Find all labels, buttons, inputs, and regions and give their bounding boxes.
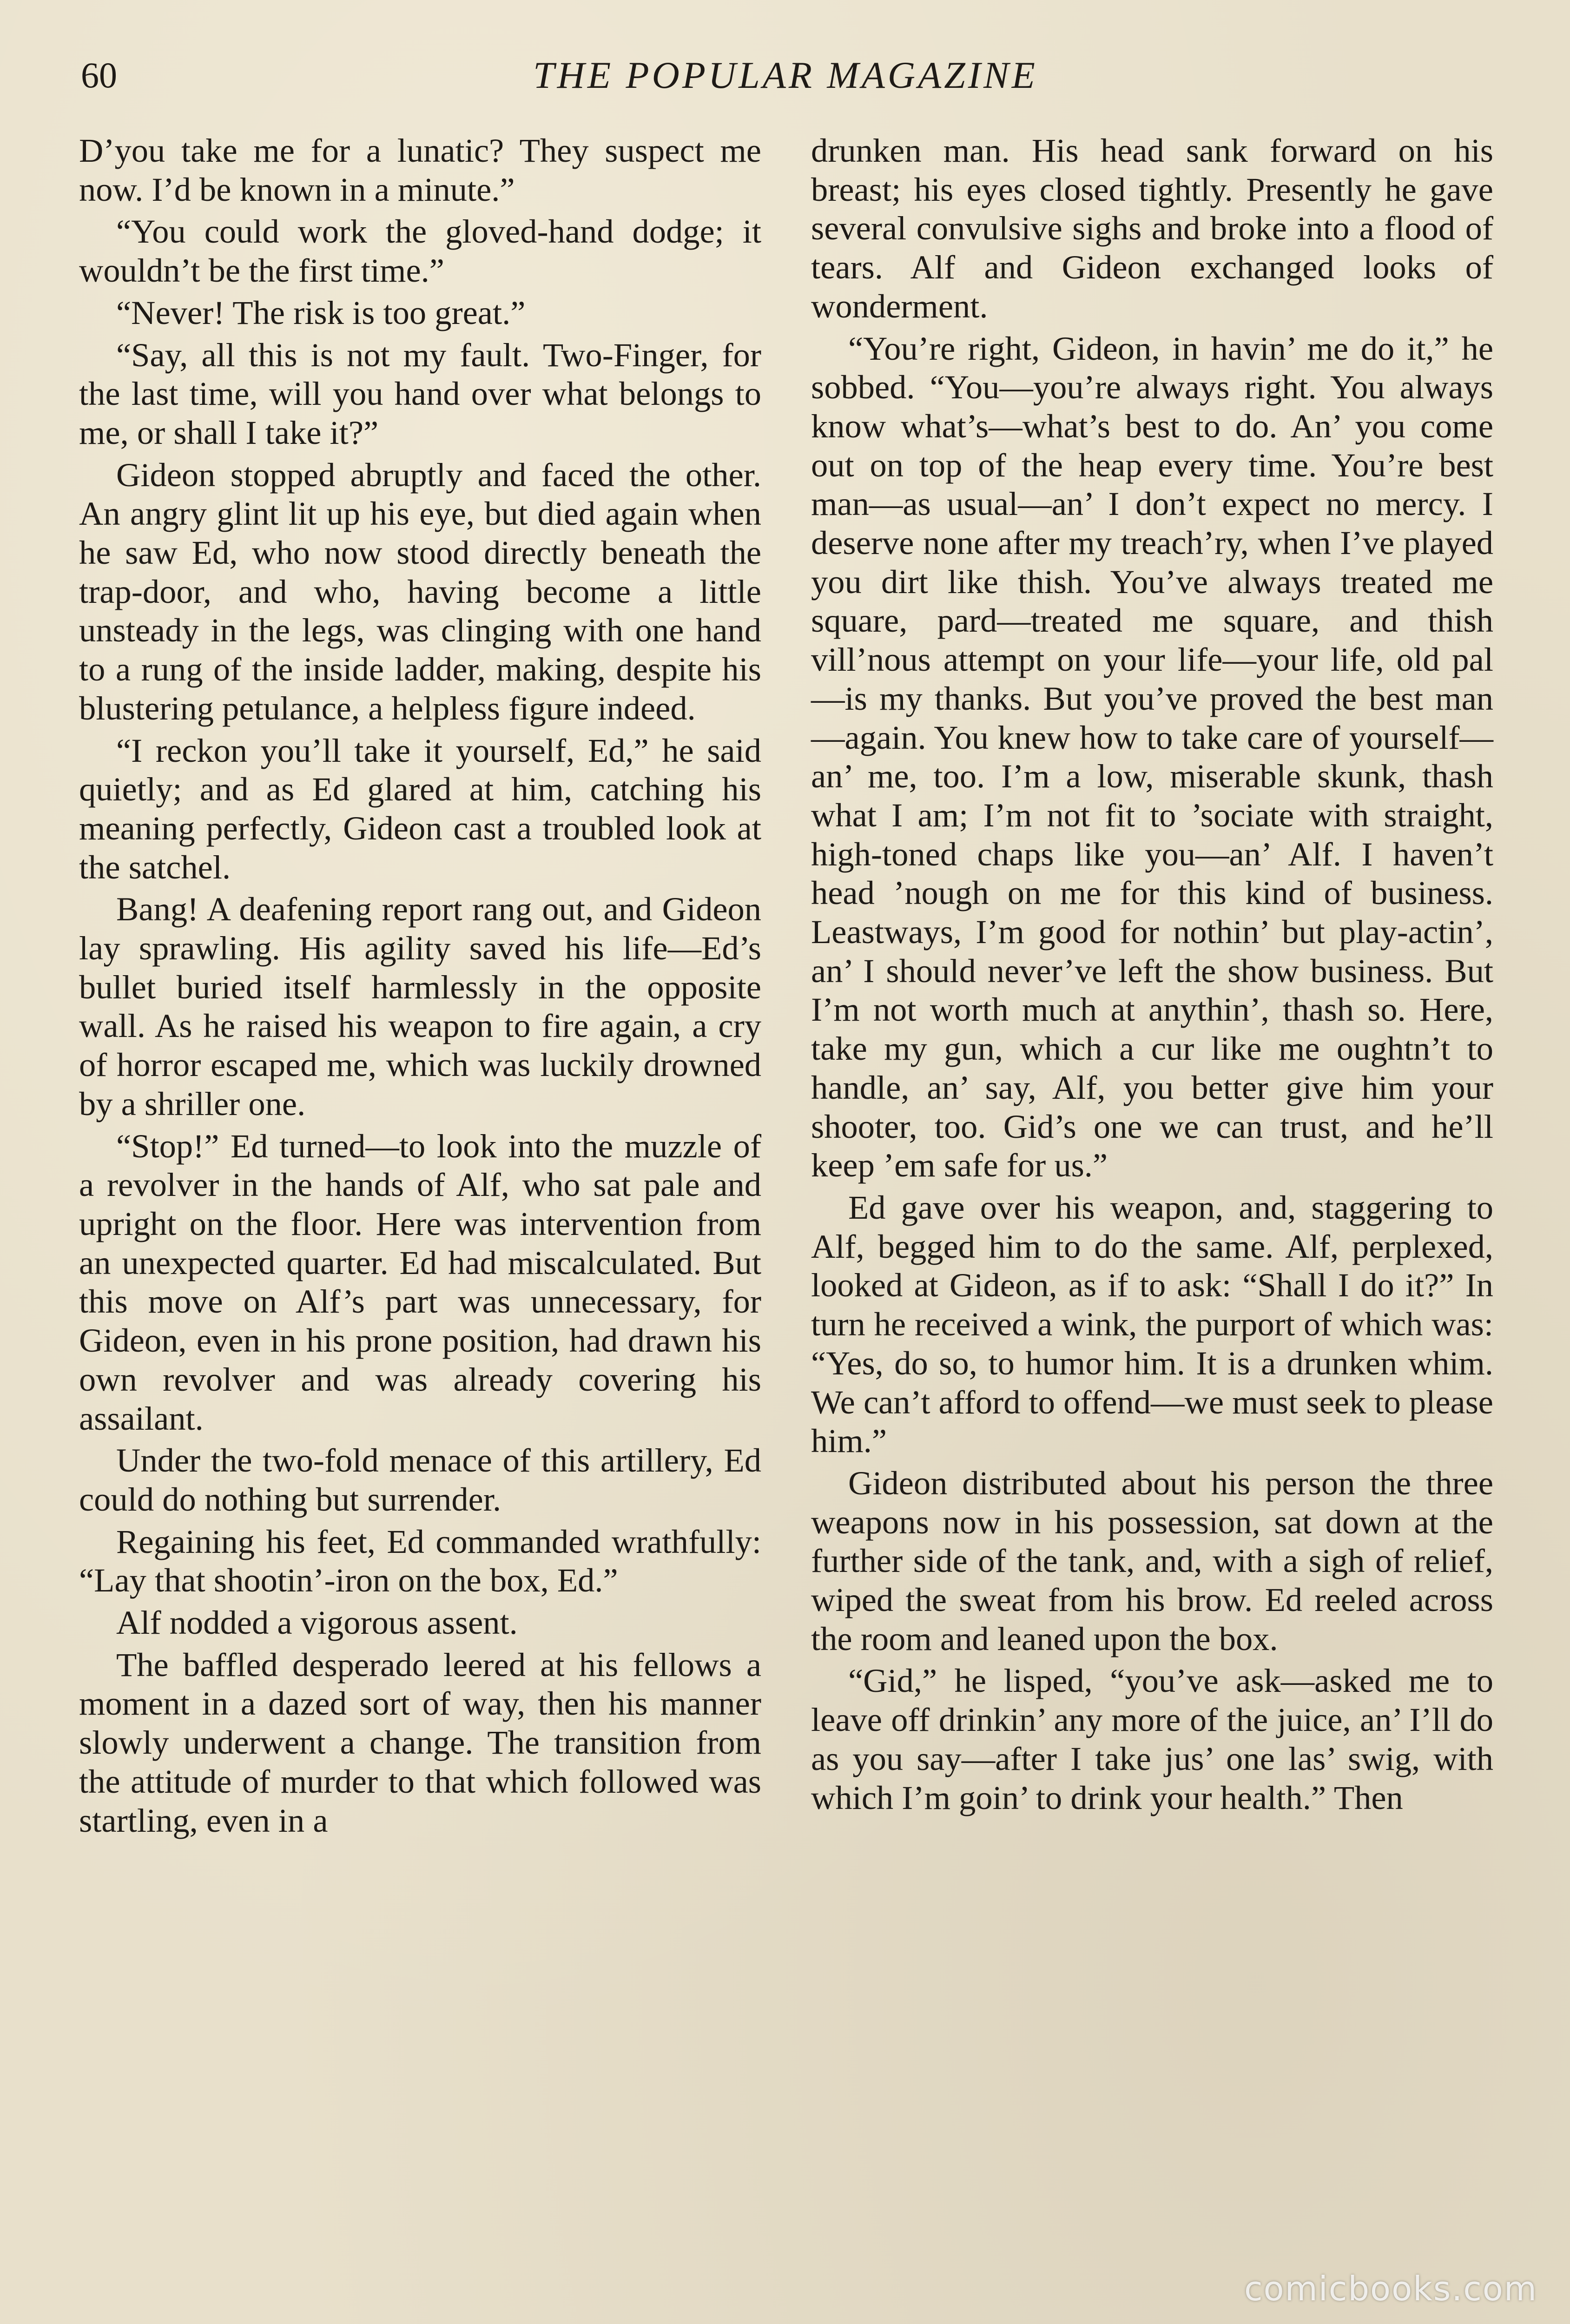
paragraph: Gideon distributed about his person the three weapons now in his possession, sat down at the further side of the tank, and, with a sigh of relief, wiped the sweat from his brow. Ed reeled across the room and leaned upon the box. — [811, 1464, 1493, 1657]
paragraph: “Say, all this is not my fault. Two-Finger, for the last time, will you hand over what belongs to me, or shall I take it?” — [79, 336, 761, 451]
paragraph: “You could work the gloved-hand dodge; it wouldn’t be the first time.” — [79, 212, 761, 290]
paragraph: D’you take me for a lunatic? They suspect me now. I’d be known in a minute.” — [79, 132, 761, 208]
paragraph: “Gid,” he lisped, “you’ve ask—asked me to leave off drinkin’ any more of the juice, an’ I’ll do as you say—after I take jus’ one las’ swig, with which I’m goin’ to drink your health.” Then — [811, 1662, 1493, 1816]
running-head: THE POPULAR MAGAZINE — [533, 54, 1038, 96]
watermark: comicbooks.com — [1244, 2269, 1537, 2308]
paragraph: Ed gave over his weapon, and, staggering to Alf, begged him to do the same. Alf, perplexed, looked at Gideon, as if to ask: “Shall I do it?” In turn he received a wink, the purport of which was: “Yes, do so, to humor him. It is a drunken whim. We can’t afford to offend—we must seek to please him.” — [811, 1188, 1493, 1460]
paragraph: “You’re right, Gideon, in havin’ me do it,” he sobbed. “You—you’re always right. You always know what’s—what’s best to do. An’ you come out on top of the heap every time. You’re best man—as usual—an’ I don’t expect no mercy. I deserve none after my treach’ry, when I’ve played you dirt like thish. You’ve always treated me square, pard—treated me square, and thish vill’nous attempt on your life—your life, old pal—is my thanks. But you’ve proved the best man—again. You knew how to take care of yourself—an’ me, too. I’m a low, miserable skunk, thash what I am; I’m not fit to ’sociate with straight, high-toned chaps like you—an’ Alf. I haven’t head ’nough on me for this kind of business. Leastways, I’m good for nothin’ but play-actin’, an’ I should never’ve left the show business. But I’m not worth much at anythin’, thash so. Here, take my gun, which a cur like me oughtn’t to handle, an’ say, Alf, you better give him your shooter, too. Gid’s one we can trust, and he’ll keep ’em safe for us.” — [811, 329, 1493, 1184]
left-column — [79, 131, 761, 1843]
paragraph: Under the two-fold menace of this artillery, Ed could do nothing but surrender. — [79, 1441, 761, 1518]
right-column — [811, 131, 1493, 1820]
paragraph: “I reckon you’ll take it yourself, Ed,” he said quietly; and as Ed glared at him, catching his meaning perfectly, Gideon cast a troubled look at the satchel. — [79, 731, 761, 886]
page-number: 60 — [81, 55, 117, 95]
paragraph: “Stop!” Ed turned—to look into the muzzle of a revolver in the hands of Alf, who sat pale and upright on the floor. Here was intervention from an unexpected quarter. Ed had miscalculated. But this move on Alf’s part was unnecessary, for Gideon, even in his prone position, had drawn his own revolver and was already covering his assailant. — [79, 1127, 761, 1437]
paragraph: Bang! A deafening report rang out, and Gideon lay sprawling. His agility saved his life—Ed’s bullet buried itself harmlessly in the opposite wall. As he raised his weapon to fire again, a cry of horror escaped me, which was luckily drowned by a shriller one. — [79, 890, 761, 1122]
page-header — [74, 52, 1497, 103]
paragraph: The baffled desperado leered at his fellows a moment in a dazed sort of way, then his manner slowly underwent a change. The transition from the attitude of murder to that which followed was startling, even in a — [79, 1645, 761, 1839]
paragraph: “Never! The risk is too great.” — [116, 293, 526, 331]
paragraph: drunken man. His head sank forward on his breast; his eyes closed tightly. Presently he gave several convulsive sighs and broke into a flood of tears. Alf and Gideon exchanged looks of wonderment. — [811, 132, 1493, 325]
paragraph: Regaining his feet, Ed commanded wrathfully: “Lay that shootin’-iron on the box, Ed.” — [79, 1522, 761, 1599]
paragraph: Gideon stopped abruptly and faced the other. An angry glint lit up his eye, but died again when he saw Ed, who now stood directly beneath the trap-door, and who, having become a little unsteady in the legs, was clinging with one hand to a rung of the inside ladder, making, despite his blustering petulance, a helpless figure indeed. — [79, 456, 761, 727]
paragraph: Alf nodded a vigorous assent. — [116, 1604, 518, 1642]
